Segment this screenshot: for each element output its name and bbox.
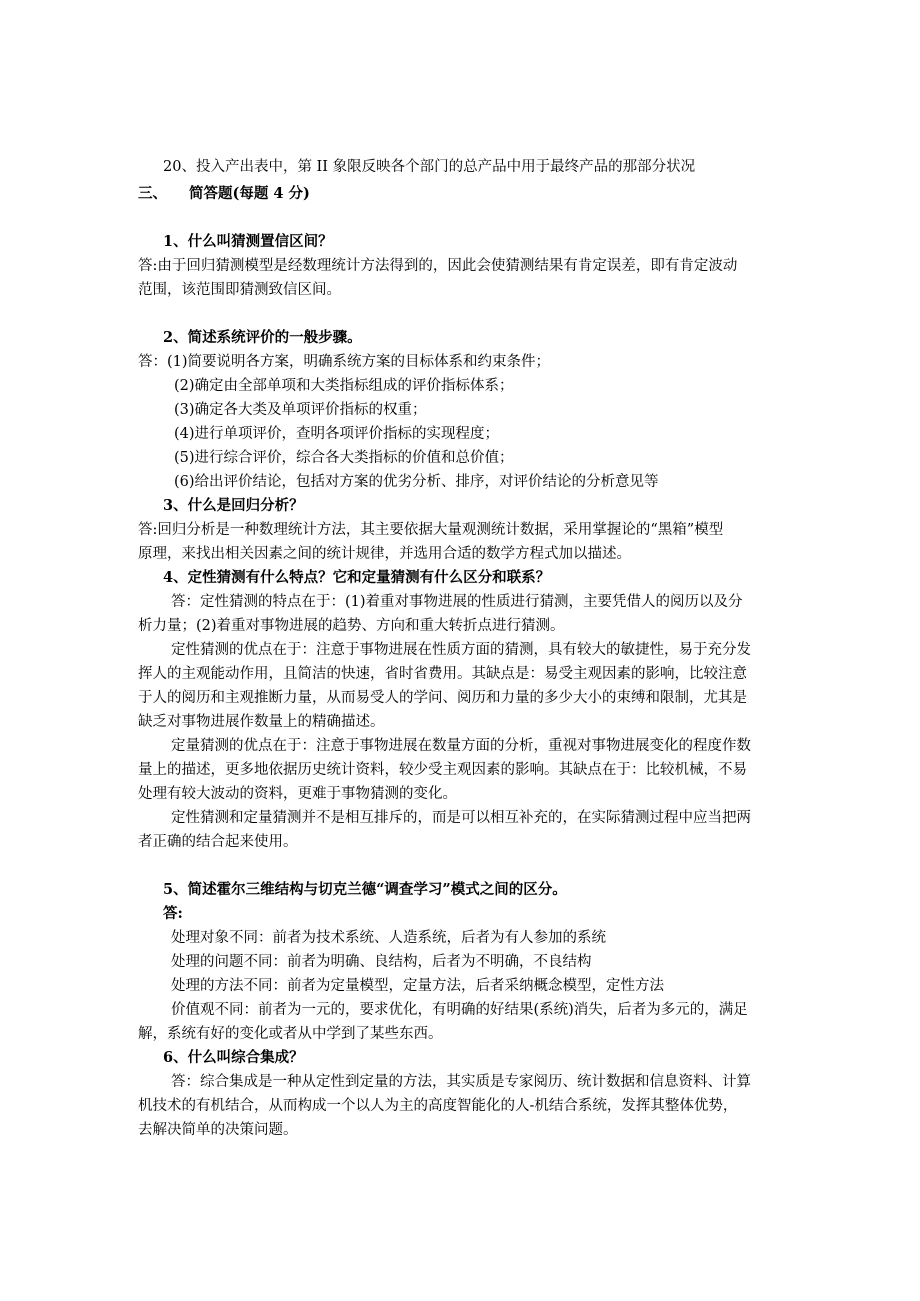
q6-question: 6、什么叫综合集成？ (163, 1049, 304, 1066)
q5-answer-label: 答: (163, 905, 183, 922)
q1-question: 1、什么叫猜测置信区间？ (163, 233, 333, 250)
q4-answer-line: 处理有较大波动的资料，更难于事物猜测的变化。 (138, 786, 457, 802)
q5-answer-line: 处理的问题不同：前者为明确、良结构，后者为不明确，不良结构 (171, 954, 592, 970)
q5-answer-line: 价值观不同：前者为一元的，要求优化，有明确的好结果(系统)消失，后者为多元的，满足 (171, 1002, 748, 1018)
q4-answer-line: 于人的阅历和主观推断力量，从而易受人的学问、阅历和力量的多少大小的束缚和限制，尤其是 (138, 690, 747, 706)
q1-answer-line: 答:由于回归猜测模型是经数理统计方法得到的，因此会使猜测结果有肯定误差，即有肯定波动 (138, 258, 738, 274)
q3-question: 3、什么是回归分析？ (163, 497, 304, 514)
q4-answer-line: 答：定性猜测的特点在于：(1)着重对事物进展的性质进行猜测，主要凭借人的阅历以及分 (171, 594, 743, 610)
q5-answer-line: 处理对象不同：前者为技术系统、人造系统，后者为有人参加的系统 (171, 930, 606, 946)
q2-question: 2、简述系统评价的一般步骤。 (163, 329, 362, 346)
q2-answer-line: (4)进行单项评价，查明各项评价指标的实现程度； (174, 426, 500, 442)
q5-answer-line: 处理的方法不同：前者为定量模型，定量方法，后者采纳概念模型，定性方法 (171, 978, 664, 994)
q2-answer-line: (3)确定各大类及单项评价指标的权重； (174, 402, 427, 418)
q3-answer-line: 答:回归分析是一种数理统计方法，其主要依据大量观测统计数据，采用掌握论的“黑箱”模型 (138, 522, 724, 538)
q4-answer-line: 缺乏对事物进展作数量上的精确描述。 (138, 714, 385, 730)
q4-answer-line: 定性猜测的优点在于：注意于事物进展在性质方面的猜测，具有较大的敏捷性，易于充分发 (171, 642, 751, 658)
q6-answer-line: 机技术的有机结合，从而构成一个以人为主的高度智能化的人-机结合系统，发挥其整体优势， (138, 1098, 738, 1114)
section-number: 三、 (138, 185, 167, 202)
q5-answer-line: 解，系统有好的变化或者从中学到了某些东西。 (138, 1026, 443, 1042)
q4-answer-line: 定量猜测的优点在于：注意于事物进展在数量方面的分析，重视对事物进展变化的程度作数 (171, 738, 751, 754)
q6-answer-line: 去解决简单的决策问题。 (138, 1122, 298, 1138)
q2-answer-line: 答：(1)简要说明各方案，明确系统方案的目标体系和约束条件； (138, 354, 551, 370)
q2-answer-line: (5)进行综合评价，综合各大类指标的价值和总价值； (174, 450, 514, 466)
q4-answer-line: 定性猜测和定量猜测并不是相互排斥的，而是可以相互补充的，在实际猜测过程中应当把两 (171, 810, 751, 826)
q5-question: 5、简述霍尔三维结构与切克兰德“调查学习”模式之间的区分。 (163, 881, 567, 898)
q6-answer-line: 答：综合集成是一种从定性到定量的方法，其实质是专家阅历、统计数据和信息资料、计算 (171, 1074, 751, 1090)
q1-answer-line: 范围，该范围即猜测致信区间。 (138, 282, 341, 298)
q4-question: 4、定性猜测有什么特点？它和定量猜测有什么区分和联系？ (163, 569, 551, 586)
q2-answer-line: (2)确定由全部单项和大类指标组成的评价指标体系； (174, 378, 514, 394)
q4-answer-line: 析力量；(2)着重对事物进展的趋势、方向和重大转折点进行猜测。 (138, 618, 565, 634)
q4-answer-line: 挥人的主观能动作用，且简洁的快速，省时省费用。其缺点是：易受主观因素的影响，比较注意 (138, 666, 747, 682)
q3-answer-line: 原理，来找出相关因素之间的统计规律，并选用合适的数学方程式加以描述。 (138, 546, 631, 562)
q4-answer-line: 者正确的结合起来使用。 (138, 834, 298, 850)
section-title: 简答题(每题 4 分) (189, 185, 310, 202)
q2-answer-line: (6)给出评价结论，包括对方案的优劣分析、排序，对评价结论的分析意见等 (174, 474, 659, 490)
q4-answer-line: 量上的描述，更多地依据历史统计资料，较少受主观因素的影响。其缺点在于：比较机械，不易 (138, 762, 747, 778)
item-20: 20、投入产出表中，第 II 象限反映各个部门的总产品中用于最终产品的那部分状况 (163, 159, 696, 175)
